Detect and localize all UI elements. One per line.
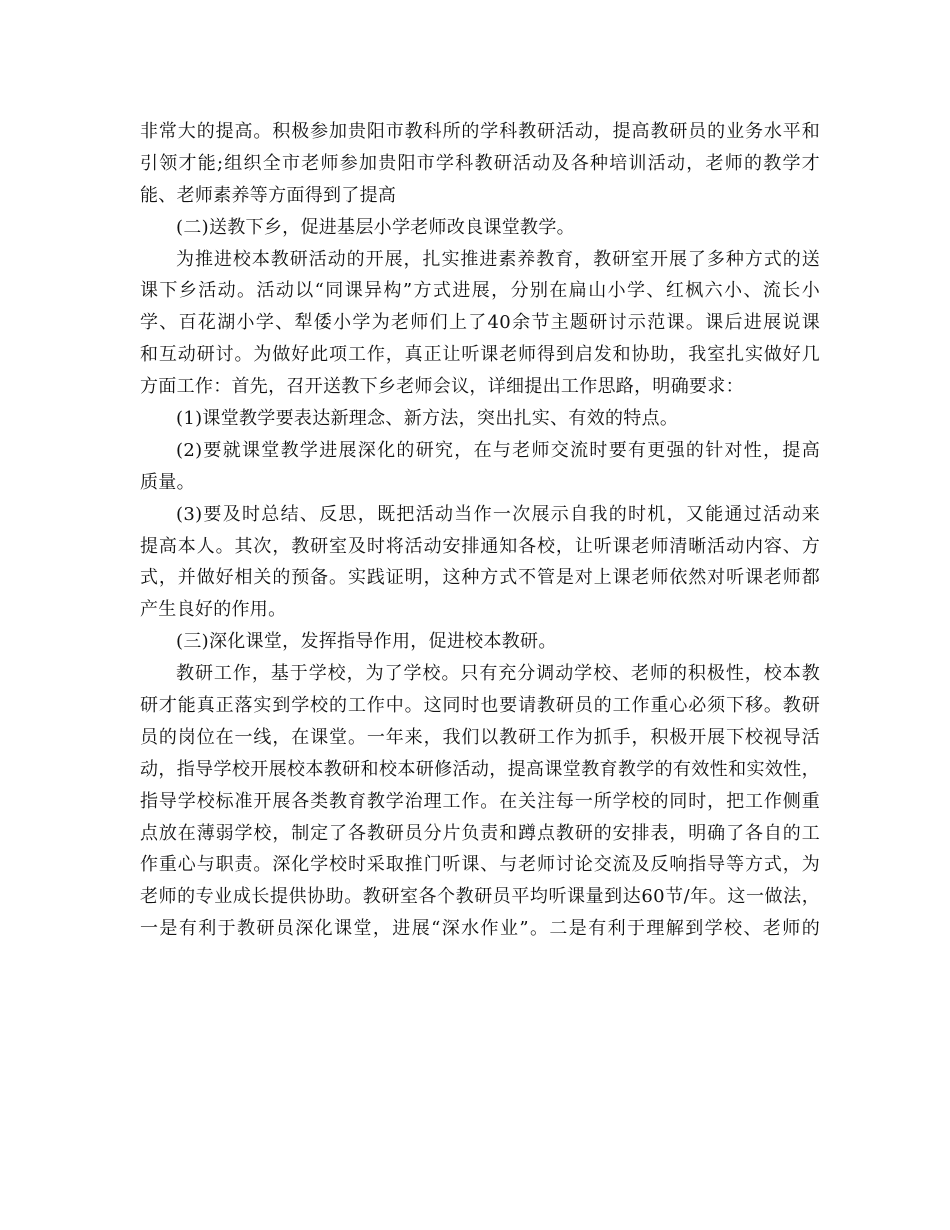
text-line: (二)送教下乡，促进基层小学老师改良课堂教学。 bbox=[176, 216, 575, 238]
text-line: 产生良好的作用。 bbox=[140, 599, 287, 621]
text-line: 作重心与职责。深化学校时采取推门听课、与老师讨论交流及反响指导等方式，为 bbox=[140, 854, 820, 876]
text-line: 和互动研讨。为做好此项工作，真正让听课老师得到启发和协助，我室扎实做好几 bbox=[140, 344, 820, 366]
text-line: 员的岗位在一线，在课堂。一年来，我们以教研工作为抓手，积极开展下校视导活 bbox=[140, 726, 820, 748]
text-line: 学、百花湖小学、犁倭小学为老师们上了40余节主题研讨示范课。课后进展说课 bbox=[140, 312, 820, 334]
text-line: (三)深化课堂，发挥指导作用，促进校本教研。 bbox=[176, 631, 557, 653]
text-line: (1)课堂教学要表达新理念、新方法，突出扎实、有效的特点。 bbox=[176, 408, 679, 430]
text-line: 方面工作：首先，召开送教下乡老师会议，详细提出工作思路，明确要求： bbox=[140, 376, 744, 398]
document-body bbox=[140, 116, 820, 945]
text-line: 式，并做好相关的预备。实践证明，这种方式不管是对上课老师依然对听课老师都 bbox=[140, 567, 820, 589]
text-line: (2)要就课堂教学进展深化的研究，在与老师交流时要有更强的针对性，提高 bbox=[176, 439, 820, 461]
text-line: 研才能真正落实到学校的工作中。这同时也要请教研员的工作重心必须下移。教研 bbox=[140, 695, 820, 717]
text-line: 非常大的提高。积极参加贵阳市教科所的学科教研活动，提高教研员的业务水平和 bbox=[140, 121, 820, 142]
text-line: 提高本人。其次，教研室及时将活动安排通知各校，让听课老师清晰活动内容、方 bbox=[140, 535, 820, 557]
text-line: 引领才能;组织全市老师参加贵阳市学科教研活动及各种培训活动，老师的教学才 bbox=[140, 152, 820, 174]
text-line: 一是有利于教研员深化课堂，进展“深水作业”。二是有利于理解到学校、老师的 bbox=[140, 918, 820, 940]
text-line: 为推进校本教研活动的开展，扎实推进素养教育，教研室开展了多种方式的送 bbox=[176, 248, 820, 270]
text-line: 质量。 bbox=[140, 471, 195, 493]
text-line: 能、老师素养等方面得到了提高 bbox=[140, 184, 397, 206]
text-line: (3)要及时总结、反思，既把活动当作一次展示自我的时机，又能通过活动来 bbox=[176, 503, 820, 525]
text-line: 指导学校标准开展各类教育教学治理工作。在关注每一所学校的同时，把工作侧重 bbox=[140, 790, 820, 812]
text-line: 点放在薄弱学校，制定了各教研员分片负责和蹲点教研的安排表，明确了各自的工 bbox=[140, 822, 820, 844]
text-line: 动，指导学校开展校本教研和校本研修活动，提高课堂教育教学的有效性和实效性， bbox=[140, 758, 820, 780]
text-line: 教研工作，基于学校，为了学校。只有充分调动学校、老师的积极性，校本教 bbox=[176, 663, 820, 685]
text-line: 老师的专业成长提供协助。教研室各个教研员平均听课量到达60节/年。这一做法， bbox=[140, 886, 820, 908]
text-line: 课下乡活动。活动以“同课异构”方式进展，分别在扁山小学、红枫六小、流长小 bbox=[140, 280, 820, 302]
